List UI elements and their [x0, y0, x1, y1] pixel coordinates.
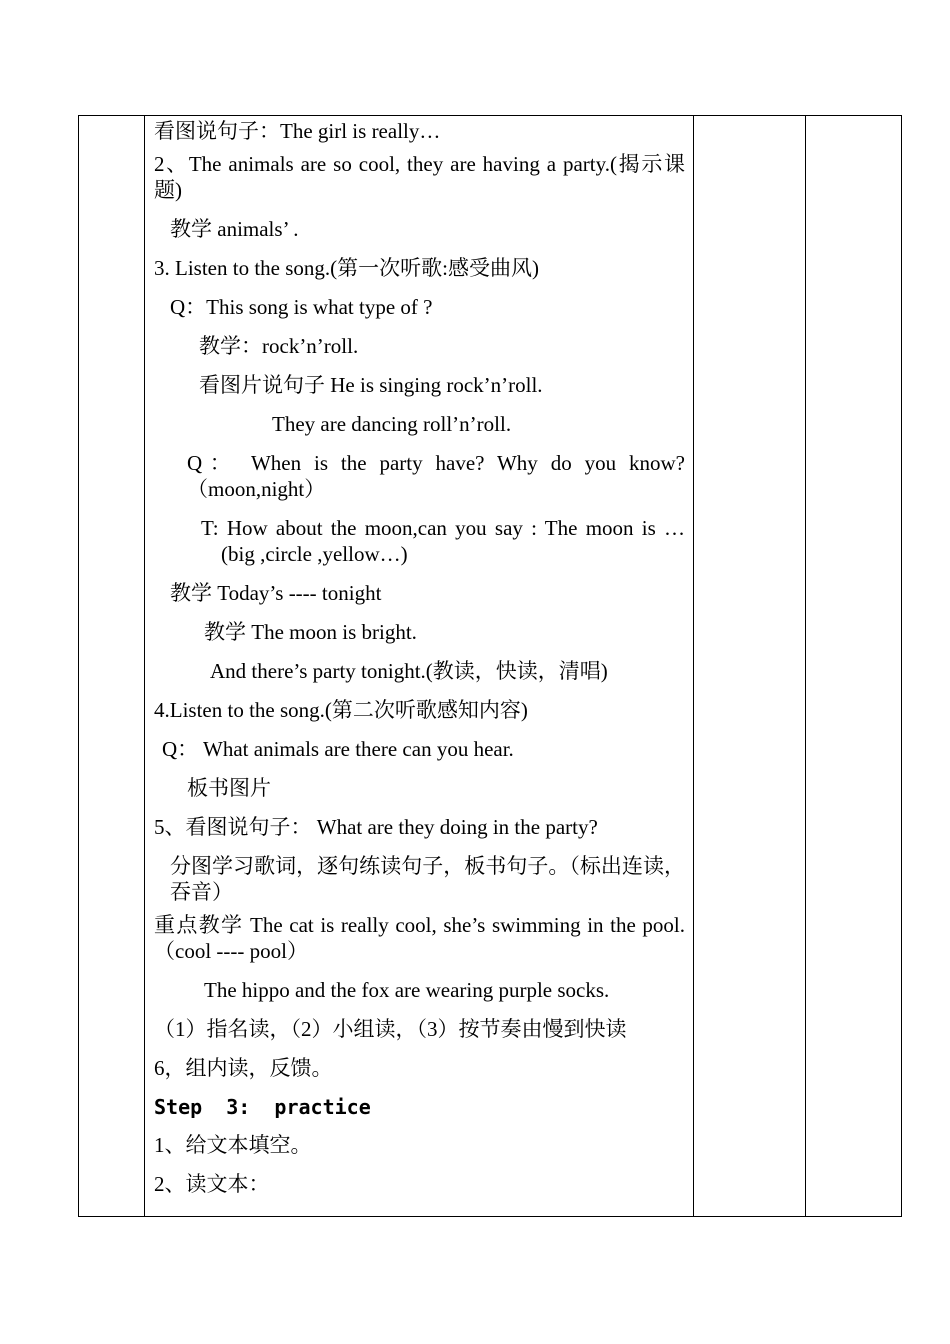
text-line: Q：This song is what type of ? — [170, 295, 433, 319]
text-line: And there’s party tonight.(教读，快读，清唱) — [210, 659, 608, 683]
text-line: 6，组内读，反馈。 — [154, 1056, 333, 1080]
text-line: 教学 Today’s ---- tonight — [170, 581, 382, 605]
text-line: They are dancing roll’n’roll. — [272, 412, 512, 436]
text-line: 5、看图说句子： What are they doing in the party? — [154, 815, 598, 839]
text-line: 看图片说句子 He is singing rock’n’roll. — [199, 373, 543, 397]
teaching-content — [145, 116, 693, 1197]
third-column-cell — [694, 116, 806, 1217]
text-line: 1、给文本填空。 — [154, 1133, 312, 1157]
teaching-process-cell — [145, 116, 694, 1217]
text-line: 分图学习歌词，逐句练读句子，板书句子。（标出连读，吞音） — [170, 854, 685, 904]
text-line: 教学：rock’n’roll. — [199, 334, 359, 358]
text-line: Q： When is the party have? Why do you know?（moon,night） — [187, 451, 685, 501]
text-line: 3. Listen to the song.(第一次听歌:感受曲风) — [154, 256, 539, 280]
text-line: 看图说句子：The girl is really… — [154, 119, 441, 143]
text-line: 4.Listen to the song.(第二次听歌感知内容) — [154, 698, 528, 722]
text-line: 教学 animals’ . — [170, 217, 299, 241]
fourth-column-cell — [806, 116, 902, 1217]
table-row — [79, 116, 902, 1217]
text-line: 2、The animals are so cool, they are having a party.(揭示课题) — [154, 152, 685, 202]
text-line: T: How about the moon,can you say : The moon is … (big ,circle ,yellow…) — [201, 516, 685, 566]
text-line: 板书图片 — [187, 776, 271, 800]
left-column-cell — [79, 116, 145, 1217]
text-line: 2、读文本： — [154, 1172, 270, 1196]
lesson-plan-table — [78, 115, 902, 1217]
text-line: The hippo and the fox are wearing purple socks. — [204, 978, 610, 1002]
text-line: 教学 The moon is bright. — [204, 620, 417, 644]
text-line: Q： What animals are there can you hear. — [162, 737, 514, 761]
text-line: （1）指名读，（2）小组读，（3）按节奏由慢到快读 — [154, 1017, 627, 1041]
step-heading: Step 3: practice — [154, 1095, 371, 1119]
text-line: 重点教学 The cat is really cool, she’s swimming in the pool. （cool ---- pool） — [154, 913, 685, 963]
